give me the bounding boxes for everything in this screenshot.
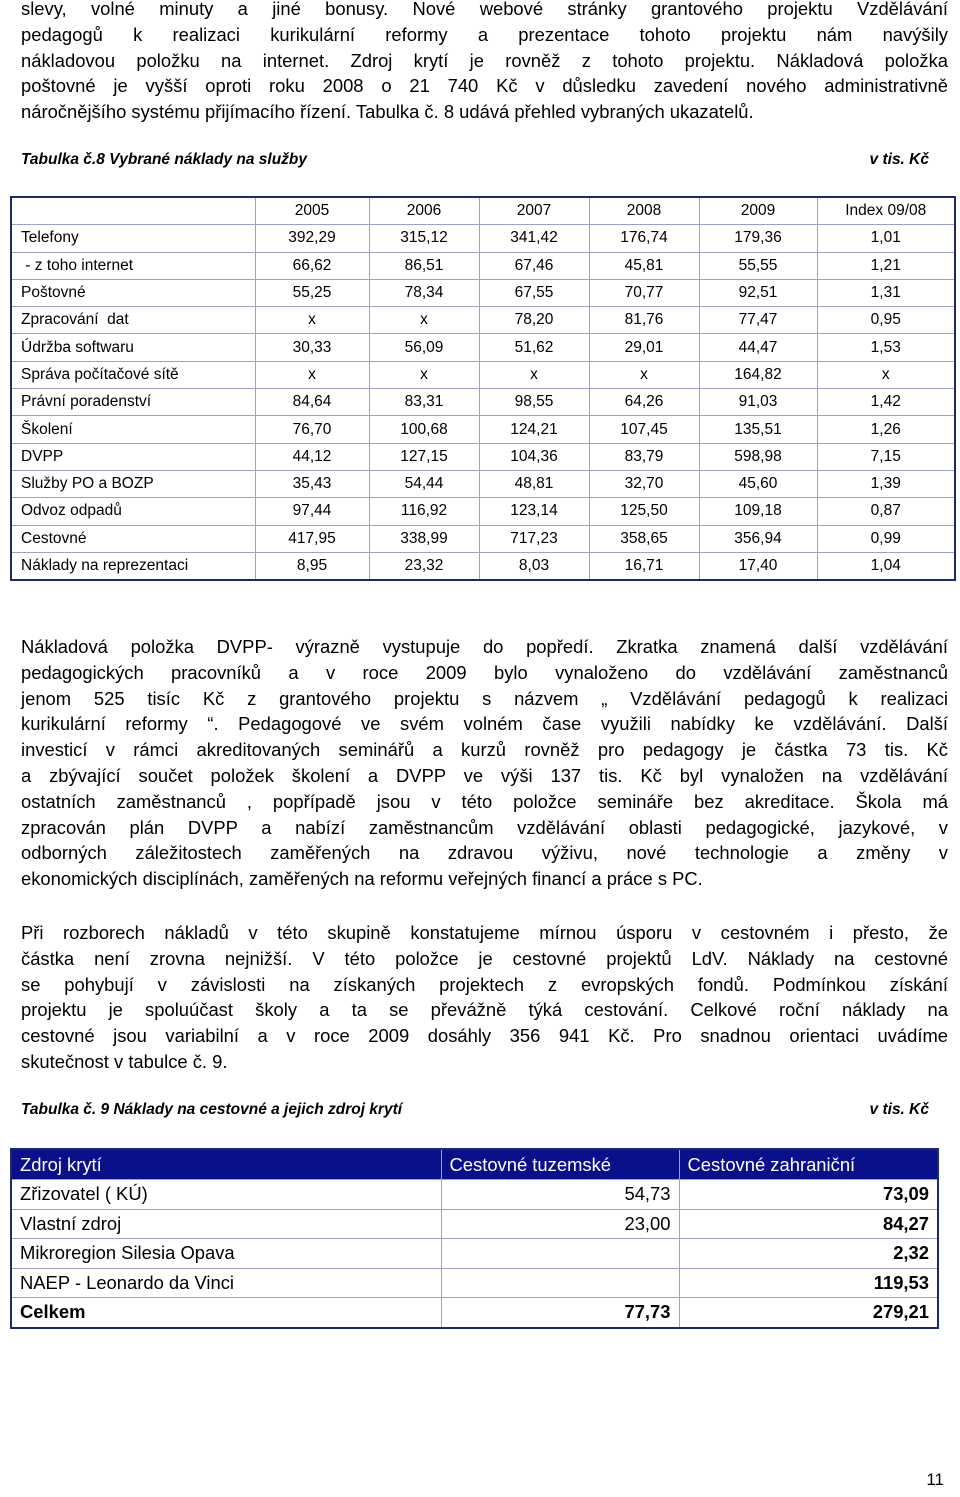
table-cell: 70,77 — [589, 279, 699, 306]
table-cell: 78,20 — [479, 307, 589, 334]
table-cell: 45,81 — [589, 252, 699, 279]
table9-unit: v tis. Kč — [869, 1101, 929, 1118]
text-line: kurikulární reformy “. Pedagogové ve svém volném čase využili nabídky ke vzdělávání. Další — [21, 713, 948, 735]
text-line: jenom 525 tisíc Kč z grantového projektu s názvem „ Vzdělávání pedagogů k realizaci — [21, 687, 948, 709]
table-cell: 8,03 — [479, 552, 589, 580]
table-cell: 1,26 — [817, 416, 955, 443]
table8-header-cell: 2006 — [369, 197, 479, 225]
foreign-travel-cell: 84,27 — [679, 1209, 938, 1239]
table-cell: 45,60 — [699, 470, 817, 497]
table-cell: x — [479, 361, 589, 388]
table-cell: 78,34 — [369, 279, 479, 306]
table-row — [11, 361, 955, 388]
text-line: cestovné jsou variabilní a v roce 2009 dosáhly 356 941 Kč. Pro snadnou orientaci uvádíme — [21, 1025, 948, 1047]
table-cell: 97,44 — [255, 498, 369, 525]
text-line: ekonomických disciplínách, zaměřených na reformu veřejných financí a práce s PC. — [21, 868, 703, 890]
table9-header-cell: Cestovné tuzemské — [441, 1149, 679, 1180]
table-cell: 30,33 — [255, 334, 369, 361]
row-label: Školení — [11, 416, 255, 443]
table-cell: 116,92 — [369, 498, 479, 525]
table-cell: 83,31 — [369, 389, 479, 416]
table-row — [11, 1298, 938, 1328]
table-cell: 86,51 — [369, 252, 479, 279]
table-cell: 1,01 — [817, 225, 955, 252]
domestic-travel-cell — [441, 1239, 679, 1269]
table-cell: 127,15 — [369, 443, 479, 470]
row-label: Služby PO a BOZP — [11, 470, 255, 497]
table-cell: 107,45 — [589, 416, 699, 443]
page-number: 11 — [926, 1470, 944, 1489]
table-cell: 44,47 — [699, 334, 817, 361]
table-row — [11, 279, 955, 306]
table-row — [11, 225, 955, 252]
table-cell: 35,43 — [255, 470, 369, 497]
foreign-travel-cell: 279,21 — [679, 1298, 938, 1328]
table-cell: 164,82 — [699, 361, 817, 388]
table-row — [11, 443, 955, 470]
table8-body — [11, 225, 955, 580]
table-row — [11, 1239, 938, 1269]
dvpp-paragraph — [21, 634, 948, 892]
table-cell: 77,47 — [699, 307, 817, 334]
table-cell: 16,71 — [589, 552, 699, 580]
intro-paragraph — [21, 0, 948, 125]
table8-header-row — [11, 197, 955, 225]
table-cell: 66,62 — [255, 252, 369, 279]
table-cell: 135,51 — [699, 416, 817, 443]
table-cell: 17,40 — [699, 552, 817, 580]
foreign-travel-cell: 119,53 — [679, 1268, 938, 1298]
table-cell: 1,21 — [817, 252, 955, 279]
text-line: investicí v rámci akreditovaných seminářů a kurzů rovněž pro pedagogy je částka 73 tis. Kč — [21, 739, 948, 761]
table-cell: 100,68 — [369, 416, 479, 443]
table-cell: 56,09 — [369, 334, 479, 361]
table-cell: 67,55 — [479, 279, 589, 306]
table-cell: 179,36 — [699, 225, 817, 252]
travel-costs-table — [10, 1148, 939, 1329]
table-row — [11, 389, 955, 416]
domestic-travel-cell: 23,00 — [441, 1209, 679, 1239]
text-line: zpracován plán DVPP a nabízí zaměstnancům vzdělávání oblasti pedagogické, jazykové, v — [21, 816, 948, 838]
table8-header-blank — [11, 197, 255, 225]
text-line: projektu je spoluúčast školy a ta se převážně týká cestování. Celkové roční náklady na — [21, 999, 948, 1021]
table-cell: 358,65 — [589, 525, 699, 552]
table-cell: 341,42 — [479, 225, 589, 252]
table-cell: 98,55 — [479, 389, 589, 416]
row-label: Telefony — [11, 225, 255, 252]
table8-header-cell: Index 09/08 — [817, 197, 955, 225]
table-cell: 7,15 — [817, 443, 955, 470]
domestic-travel-cell: 77,73 — [441, 1298, 679, 1328]
table8-header-cell: 2009 — [699, 197, 817, 225]
table-cell: 109,18 — [699, 498, 817, 525]
table-cell: 44,12 — [255, 443, 369, 470]
table-cell: 92,51 — [699, 279, 817, 306]
row-label: - z toho internet — [11, 252, 255, 279]
table-cell: 29,01 — [589, 334, 699, 361]
table-cell: 338,99 — [369, 525, 479, 552]
travel-paragraph — [21, 920, 948, 1075]
table-row — [11, 498, 955, 525]
row-label: Celkem — [11, 1298, 441, 1328]
row-label: Odvoz odpadů — [11, 498, 255, 525]
table-row — [11, 416, 955, 443]
table-cell: x — [369, 307, 479, 334]
table-row — [11, 1180, 938, 1210]
row-label: Údržba softwaru — [11, 334, 255, 361]
row-label: Zřizovatel ( KÚ) — [11, 1180, 441, 1210]
table-cell: 84,64 — [255, 389, 369, 416]
table9-header-cell: Cestovné zahraniční — [679, 1149, 938, 1180]
table-row — [11, 470, 955, 497]
text-line: a zbývající součet položek školení a DVPP ve výši 137 tis. Kč byl vynaložen na vzdělávání — [21, 764, 948, 786]
table-cell: 417,95 — [255, 525, 369, 552]
table-cell: 0,99 — [817, 525, 955, 552]
row-label: Zpracování dat — [11, 307, 255, 334]
table-cell: x — [589, 361, 699, 388]
row-label: Poštovné — [11, 279, 255, 306]
table-cell: x — [255, 307, 369, 334]
table-cell: 67,46 — [479, 252, 589, 279]
table-cell: x — [817, 361, 955, 388]
table-cell: 717,23 — [479, 525, 589, 552]
table-cell: 1,31 — [817, 279, 955, 306]
table-cell: 91,03 — [699, 389, 817, 416]
text-line: odborných záležitostech zaměřených na zdravou výživu, nové technologie a změny v — [21, 842, 948, 864]
row-label: NAEP - Leonardo da Vinci — [11, 1268, 441, 1298]
table-row — [11, 334, 955, 361]
table-cell: 54,44 — [369, 470, 479, 497]
table-cell: 23,32 — [369, 552, 479, 580]
table-cell: 8,95 — [255, 552, 369, 580]
row-label: Mikroregion Silesia Opava — [11, 1239, 441, 1269]
table-cell: 315,12 — [369, 225, 479, 252]
foreign-travel-cell: 2,32 — [679, 1239, 938, 1269]
table-cell: 123,14 — [479, 498, 589, 525]
text-line: se pohybují v závislosti na získaných projektech z evropských fondů. Podmínkou získání — [21, 973, 948, 995]
domestic-travel-cell — [441, 1268, 679, 1298]
table-cell: 176,74 — [589, 225, 699, 252]
table-cell: 1,39 — [817, 470, 955, 497]
table9-caption-text: Tabulka č. 9 Náklady na cestovné a jejich zdroj krytí — [21, 1101, 403, 1118]
table-cell: x — [255, 361, 369, 388]
table-cell: 104,36 — [479, 443, 589, 470]
table-cell: 55,25 — [255, 279, 369, 306]
text-line: náročnějšího systému přijímacího řízení. Tabulka č. 8 udává přehled vybraných ukazatelů. — [21, 101, 754, 123]
table8-unit: v tis. Kč — [869, 151, 929, 168]
text-line: slevy, volné minuty a jiné bonusy. Nové webové stránky grantového projektu Vzdělávání — [21, 0, 948, 19]
table-cell: 81,76 — [589, 307, 699, 334]
table-row — [11, 1209, 938, 1239]
table-cell: 64,26 — [589, 389, 699, 416]
table-cell: 76,70 — [255, 416, 369, 443]
table9-header-cell: Zdroj krytí — [11, 1149, 441, 1180]
table9-caption — [21, 1101, 929, 1119]
text-line: pedagogických pracovníků a v roce 2009 bylo vynaloženo do vzdělávání zaměstnanců — [21, 661, 948, 683]
table-cell: 598,98 — [699, 443, 817, 470]
table-cell: 1,04 — [817, 552, 955, 580]
row-label: Správa počítačové sítě — [11, 361, 255, 388]
table8-caption — [21, 151, 929, 169]
table-row — [11, 307, 955, 334]
table-row — [11, 552, 955, 580]
row-label: Cestovné — [11, 525, 255, 552]
table-cell: 55,55 — [699, 252, 817, 279]
table-cell: 32,70 — [589, 470, 699, 497]
table-cell: 356,94 — [699, 525, 817, 552]
table-cell: x — [369, 361, 479, 388]
text-line: nákladovou položku na internet. Zdroj krytí je rovněž z tohoto projektu. Nákladová položka — [21, 49, 948, 71]
text-line: Při rozborech nákladů v této skupině konstatujeme mírnou úsporu v cestovném i přesto, že — [21, 922, 948, 943]
row-label: Právní poradenství — [11, 389, 255, 416]
table-row — [11, 525, 955, 552]
text-line: skutečnost v tabulce č. 9. — [21, 1050, 228, 1072]
table8-caption-text: Tabulka č.8 Vybrané náklady na služby — [21, 151, 308, 168]
table9-body — [11, 1180, 938, 1328]
row-label: Náklady na reprezentaci — [11, 552, 255, 580]
foreign-travel-cell: 73,09 — [679, 1180, 938, 1210]
table-cell: 51,62 — [479, 334, 589, 361]
table-cell: 83,79 — [589, 443, 699, 470]
text-line: pedagogů k realizaci kurikulární reformy a prezentace tohoto projektu nám navýšily — [21, 23, 948, 45]
table8-header-cell: 2008 — [589, 197, 699, 225]
table-cell: 48,81 — [479, 470, 589, 497]
text-line: ostatních zaměstnanců , popřípadě jsou v této položce semináře bez akreditace. Škola má — [21, 790, 948, 812]
text-line: Nákladová položka DVPP- výrazně vystupuje do popředí. Zkratka znamená další vzdělávání — [21, 636, 948, 657]
table8-header-cell: 2005 — [255, 197, 369, 225]
table-cell: 0,87 — [817, 498, 955, 525]
table-cell: 125,50 — [589, 498, 699, 525]
table-cell: 1,42 — [817, 389, 955, 416]
table-row — [11, 1268, 938, 1298]
table-cell: 392,29 — [255, 225, 369, 252]
table9-header-row — [11, 1149, 938, 1180]
costs-table — [10, 196, 956, 581]
table8-header-cell: 2007 — [479, 197, 589, 225]
text-line: poštovné je vyšší oproti roku 2008 o 21 740 Kč v důsledku zavedení nového administrativně — [21, 75, 948, 97]
table-cell: 0,95 — [817, 307, 955, 334]
table-cell: 124,21 — [479, 416, 589, 443]
text-line: částka není zrovna nejnižší. V této položce je cestovné projektů LdV. Náklady na cestovné — [21, 947, 948, 969]
domestic-travel-cell: 54,73 — [441, 1180, 679, 1210]
table-row — [11, 252, 955, 279]
table-cell: 1,53 — [817, 334, 955, 361]
row-label: DVPP — [11, 443, 255, 470]
row-label: Vlastní zdroj — [11, 1209, 441, 1239]
